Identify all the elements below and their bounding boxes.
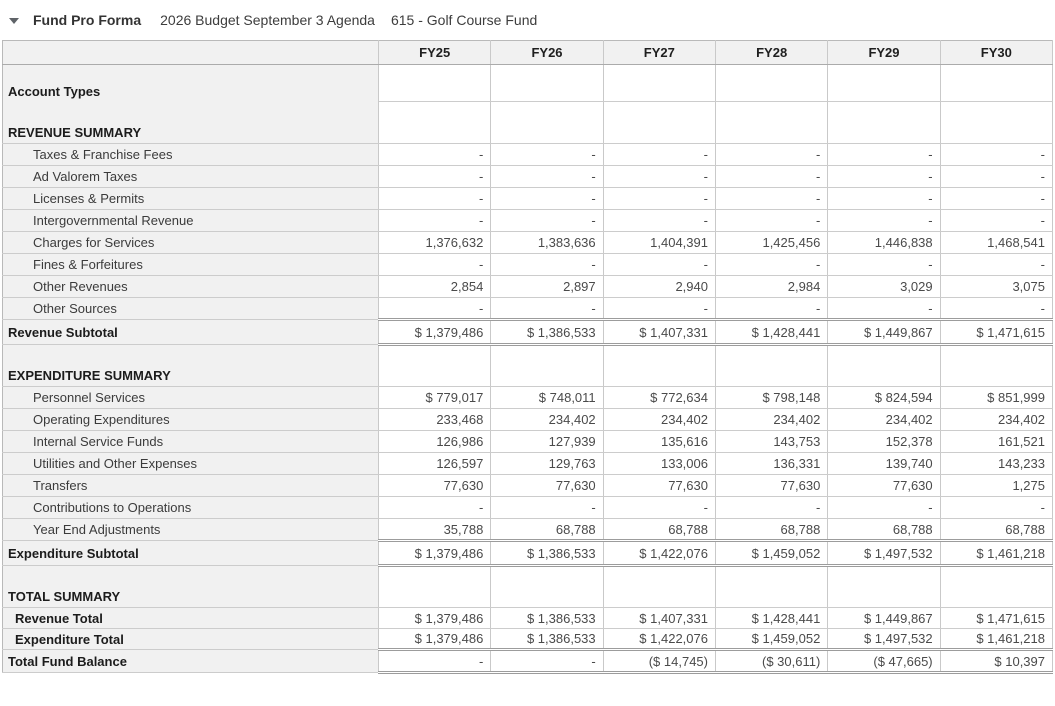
value-cell: $ 1,422,076: [603, 629, 715, 650]
value-cell: -: [491, 188, 603, 210]
value-cell: 234,402: [715, 409, 827, 431]
row-label: Ad Valorem Taxes: [3, 166, 379, 188]
value-cell: $ 772,634: [603, 387, 715, 409]
value-cell: 77,630: [491, 475, 603, 497]
column-header-row: [3, 41, 1053, 65]
table-row: [3, 475, 1053, 497]
pro-forma-table-wrap: [2, 40, 1055, 674]
value-cell: [603, 102, 715, 144]
pro-forma-table: [2, 40, 1053, 674]
table-row: [3, 629, 1053, 650]
row-label: Fines & Forfeitures: [3, 254, 379, 276]
row-label: Year End Adjustments: [3, 519, 379, 541]
value-cell: -: [603, 497, 715, 519]
value-cell: -: [379, 144, 491, 166]
row-label: Personnel Services: [3, 387, 379, 409]
value-cell: -: [379, 210, 491, 232]
value-cell: $ 1,461,218: [940, 629, 1052, 650]
value-cell: 1,376,632: [379, 232, 491, 254]
value-cell: -: [603, 298, 715, 320]
value-cell: -: [603, 210, 715, 232]
value-cell: -: [715, 254, 827, 276]
budget-name: 2026 Budget September 3 Agenda: [160, 12, 375, 28]
value-cell: [940, 102, 1052, 144]
value-cell: $ 1,461,218: [940, 541, 1052, 566]
value-cell: $ 1,459,052: [715, 541, 827, 566]
value-cell: $ 1,386,533: [491, 608, 603, 629]
column-header-fy27: FY27: [603, 41, 715, 65]
value-cell: -: [491, 298, 603, 320]
value-cell: 1,425,456: [715, 232, 827, 254]
value-cell: -: [828, 298, 940, 320]
table-row: [3, 232, 1053, 254]
value-cell: -: [379, 254, 491, 276]
value-cell: [940, 345, 1052, 387]
value-cell: [603, 566, 715, 608]
value-cell: $ 1,386,533: [491, 320, 603, 345]
value-cell: [379, 65, 491, 102]
table-row: [3, 345, 1053, 387]
value-cell: -: [379, 497, 491, 519]
value-cell: 77,630: [715, 475, 827, 497]
value-cell: -: [379, 188, 491, 210]
value-cell: ($ 14,745): [603, 650, 715, 673]
value-cell: 68,788: [940, 519, 1052, 541]
value-cell: 233,468: [379, 409, 491, 431]
value-cell: [603, 345, 715, 387]
value-cell: [715, 65, 827, 102]
table-row: [3, 541, 1053, 566]
value-cell: 129,763: [491, 453, 603, 475]
report-title: Fund Pro Forma: [33, 12, 142, 28]
value-cell: -: [828, 497, 940, 519]
row-label: TOTAL SUMMARY: [3, 566, 379, 608]
value-cell: [715, 102, 827, 144]
value-cell: $ 1,386,533: [491, 629, 603, 650]
value-cell: -: [491, 210, 603, 232]
value-cell: $ 1,428,441: [715, 320, 827, 345]
value-cell: $ 748,011: [491, 387, 603, 409]
row-label: Other Revenues: [3, 276, 379, 298]
table-row: [3, 431, 1053, 453]
row-label: EXPENDITURE SUMMARY: [3, 345, 379, 387]
value-cell: 234,402: [828, 409, 940, 431]
value-cell: 161,521: [940, 431, 1052, 453]
table-row: [3, 519, 1053, 541]
value-cell: 126,597: [379, 453, 491, 475]
table-row: [3, 210, 1053, 232]
value-cell: 77,630: [828, 475, 940, 497]
value-cell: $ 1,422,076: [603, 541, 715, 566]
value-cell: 77,630: [379, 475, 491, 497]
value-cell: $ 1,497,532: [828, 629, 940, 650]
value-cell: -: [940, 254, 1052, 276]
column-header-fy28: FY28: [715, 41, 827, 65]
value-cell: -: [828, 210, 940, 232]
value-cell: [603, 65, 715, 102]
value-cell: 234,402: [603, 409, 715, 431]
value-cell: 1,383,636: [491, 232, 603, 254]
value-cell: $ 1,471,615: [940, 608, 1052, 629]
fund-name: 615 - Golf Course Fund: [390, 12, 538, 28]
table-row: [3, 102, 1053, 144]
value-cell: 2,854: [379, 276, 491, 298]
value-cell: 127,939: [491, 431, 603, 453]
value-cell: [940, 566, 1052, 608]
row-label: Revenue Total: [3, 608, 379, 629]
value-cell: $ 10,397: [940, 650, 1052, 673]
table-row: [3, 320, 1053, 345]
value-cell: $ 1,428,441: [715, 608, 827, 629]
table-row: [3, 166, 1053, 188]
table-row: [3, 453, 1053, 475]
row-label: Intergovernmental Revenue: [3, 210, 379, 232]
value-cell: 133,006: [603, 453, 715, 475]
row-label: Taxes & Franchise Fees: [3, 144, 379, 166]
value-cell: -: [379, 650, 491, 673]
value-cell: -: [379, 166, 491, 188]
row-label: Total Fund Balance: [3, 650, 379, 673]
value-cell: -: [491, 497, 603, 519]
value-cell: $ 1,379,486: [379, 320, 491, 345]
value-cell: -: [828, 144, 940, 166]
value-cell: 126,986: [379, 431, 491, 453]
row-label: Account Types: [3, 65, 379, 102]
row-label: Charges for Services: [3, 232, 379, 254]
value-cell: $ 1,449,867: [828, 320, 940, 345]
table-row: [3, 298, 1053, 320]
value-cell: -: [828, 254, 940, 276]
value-cell: [379, 566, 491, 608]
value-cell: -: [491, 650, 603, 673]
value-cell: -: [603, 188, 715, 210]
value-cell: 135,616: [603, 431, 715, 453]
value-cell: 1,446,838: [828, 232, 940, 254]
table-row: [3, 608, 1053, 629]
table-row: [3, 254, 1053, 276]
value-cell: [828, 102, 940, 144]
value-cell: [715, 566, 827, 608]
value-cell: ($ 47,665): [828, 650, 940, 673]
report-header: [0, 0, 1055, 40]
value-cell: 234,402: [940, 409, 1052, 431]
table-row: [3, 188, 1053, 210]
value-cell: $ 779,017: [379, 387, 491, 409]
value-cell: -: [828, 166, 940, 188]
row-label: Expenditure Subtotal: [3, 541, 379, 566]
value-cell: -: [940, 144, 1052, 166]
collapse-triangle-icon[interactable]: [9, 18, 19, 24]
value-cell: -: [715, 188, 827, 210]
value-cell: $ 1,459,052: [715, 629, 827, 650]
row-label: Other Sources: [3, 298, 379, 320]
value-cell: [379, 102, 491, 144]
value-cell: -: [715, 144, 827, 166]
value-cell: 68,788: [828, 519, 940, 541]
value-cell: 143,233: [940, 453, 1052, 475]
value-cell: -: [603, 254, 715, 276]
value-cell: -: [603, 144, 715, 166]
value-cell: [828, 345, 940, 387]
value-cell: $ 1,471,615: [940, 320, 1052, 345]
value-cell: 1,404,391: [603, 232, 715, 254]
value-cell: -: [715, 298, 827, 320]
table-row: [3, 387, 1053, 409]
value-cell: 1,468,541: [940, 232, 1052, 254]
value-cell: 234,402: [491, 409, 603, 431]
value-cell: -: [379, 298, 491, 320]
value-cell: 139,740: [828, 453, 940, 475]
value-cell: -: [940, 298, 1052, 320]
value-cell: $ 1,449,867: [828, 608, 940, 629]
value-cell: 1,275: [940, 475, 1052, 497]
value-cell: -: [940, 166, 1052, 188]
value-cell: [379, 345, 491, 387]
row-label: Transfers: [3, 475, 379, 497]
table-row: [3, 276, 1053, 298]
value-cell: -: [828, 188, 940, 210]
row-label: Revenue Subtotal: [3, 320, 379, 345]
value-cell: ($ 30,611): [715, 650, 827, 673]
value-cell: 3,029: [828, 276, 940, 298]
value-cell: [491, 65, 603, 102]
value-cell: [491, 345, 603, 387]
value-cell: 152,378: [828, 431, 940, 453]
value-cell: $ 851,999: [940, 387, 1052, 409]
column-header-fy30: FY30: [940, 41, 1052, 65]
value-cell: $ 1,379,486: [379, 541, 491, 566]
value-cell: 35,788: [379, 519, 491, 541]
table-row: [3, 566, 1053, 608]
column-header-fy29: FY29: [828, 41, 940, 65]
row-label: Contributions to Operations: [3, 497, 379, 519]
value-cell: 2,940: [603, 276, 715, 298]
column-header-fy25: FY25: [379, 41, 491, 65]
table-row: [3, 65, 1053, 102]
value-cell: -: [940, 497, 1052, 519]
value-cell: $ 824,594: [828, 387, 940, 409]
value-cell: 68,788: [603, 519, 715, 541]
value-cell: 77,630: [603, 475, 715, 497]
value-cell: [491, 566, 603, 608]
column-header-fy26: FY26: [491, 41, 603, 65]
value-cell: -: [491, 254, 603, 276]
value-cell: $ 1,407,331: [603, 608, 715, 629]
table-row: [3, 650, 1053, 673]
value-cell: [828, 566, 940, 608]
value-cell: -: [491, 166, 603, 188]
table-row: [3, 409, 1053, 431]
row-label: Licenses & Permits: [3, 188, 379, 210]
row-label: REVENUE SUMMARY: [3, 102, 379, 144]
value-cell: 68,788: [715, 519, 827, 541]
value-cell: [715, 345, 827, 387]
value-cell: -: [715, 210, 827, 232]
value-cell: $ 1,379,486: [379, 629, 491, 650]
value-cell: [491, 102, 603, 144]
value-cell: $ 1,379,486: [379, 608, 491, 629]
value-cell: -: [715, 166, 827, 188]
value-cell: [940, 65, 1052, 102]
value-cell: 68,788: [491, 519, 603, 541]
table-body: [3, 65, 1053, 673]
value-cell: -: [940, 188, 1052, 210]
value-cell: -: [603, 166, 715, 188]
row-label: Expenditure Total: [3, 629, 379, 650]
row-label: Utilities and Other Expenses: [3, 453, 379, 475]
value-cell: -: [715, 497, 827, 519]
row-label: Internal Service Funds: [3, 431, 379, 453]
value-cell: -: [940, 210, 1052, 232]
table-row: [3, 144, 1053, 166]
value-cell: 2,984: [715, 276, 827, 298]
value-cell: $ 1,497,532: [828, 541, 940, 566]
value-cell: $ 1,386,533: [491, 541, 603, 566]
value-cell: $ 798,148: [715, 387, 827, 409]
value-cell: 143,753: [715, 431, 827, 453]
value-cell: 2,897: [491, 276, 603, 298]
corner-header-cell: [3, 41, 379, 65]
value-cell: -: [491, 144, 603, 166]
value-cell: 136,331: [715, 453, 827, 475]
row-label: Operating Expenditures: [3, 409, 379, 431]
value-cell: 3,075: [940, 276, 1052, 298]
value-cell: [828, 65, 940, 102]
value-cell: $ 1,407,331: [603, 320, 715, 345]
table-row: [3, 497, 1053, 519]
